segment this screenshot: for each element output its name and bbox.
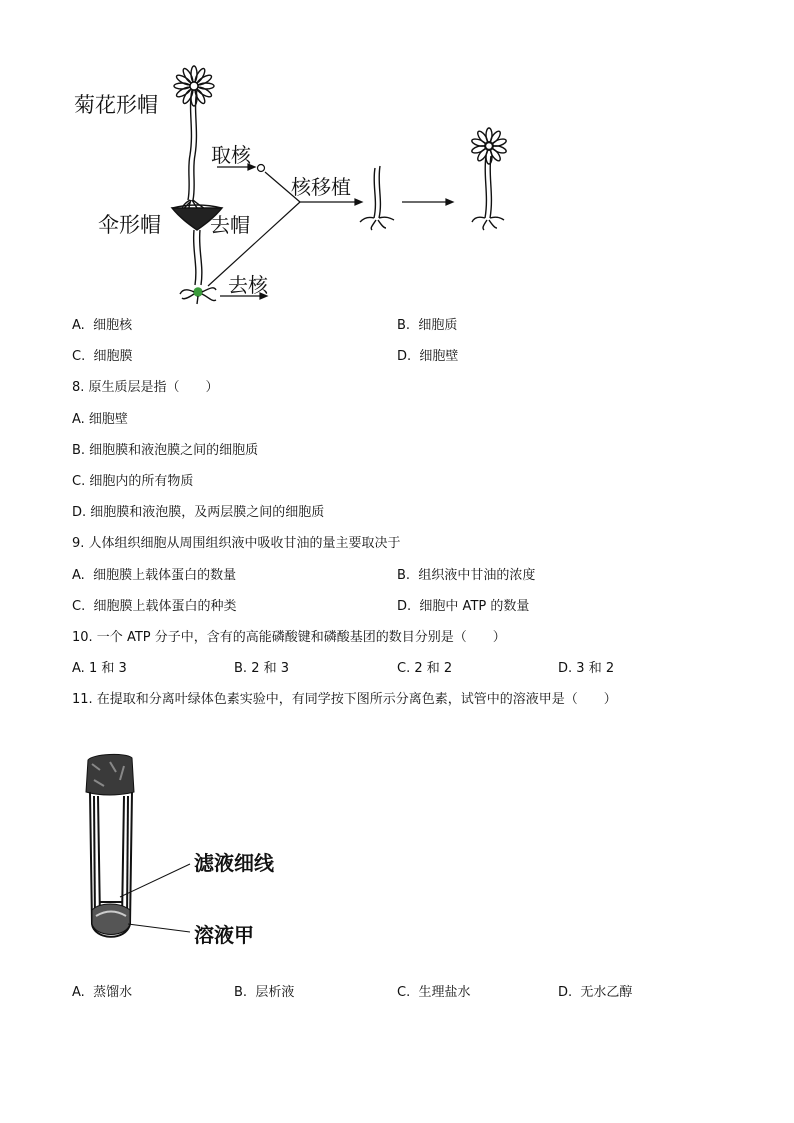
test-tube-figure <box>80 752 310 952</box>
q7-option-b <box>397 318 457 334</box>
q9-option-d <box>397 599 529 615</box>
option-text: 细胞中 ATP 的数量 <box>419 599 530 614</box>
option-letter: B. <box>234 661 248 676</box>
q9-stem: 9. 人体组织细胞从周围组织液中吸收甘油的量主要取决于 <box>72 536 401 551</box>
option-letter: B. <box>234 985 248 1000</box>
option-text: 2 和 3 <box>251 661 290 676</box>
label-take-nucleus: 取核 <box>211 143 251 167</box>
option-letter: A. <box>72 318 85 333</box>
label-remove-nucleus: 去核 <box>228 273 268 297</box>
option-letter: C. <box>397 661 411 676</box>
option-letter: D. <box>558 661 573 676</box>
q9-option-b <box>397 568 535 584</box>
option-letter: D. <box>558 985 573 1000</box>
option-letter: B. <box>397 318 411 333</box>
q11-stem: 11. 在提取和分离叶绿体色素实验中，有同学按下图所示分离色素，试管中的溶液甲是（ ） <box>72 692 617 707</box>
label-remove-cap: 去帽 <box>210 213 250 237</box>
q8-option-c: C. 细胞内的所有物质 <box>72 474 194 489</box>
label-solution: 溶液甲 <box>194 923 254 947</box>
capless-stalk <box>360 166 394 230</box>
q8-option-a: A. 细胞壁 <box>72 412 128 427</box>
q8-option-d: D. 细胞膜和液泡膜，及两层膜之间的细胞质 <box>72 505 325 520</box>
option-text: 组织液中甘油的浓度 <box>418 568 536 583</box>
option-text: 3 和 2 <box>576 661 615 676</box>
solution-liquid <box>92 904 130 935</box>
option-text: 1 和 3 <box>88 661 127 676</box>
option-text: 生理盐水 <box>418 985 471 1000</box>
q10-stem: 10. 一个 ATP 分子中，含有的高能磷酸键和磷酸基团的数目分别是（ ） <box>72 630 506 645</box>
q8-stem: 8. 原生质层是指（ ） <box>72 380 219 395</box>
option-text: 细胞膜上载体蛋白的种类 <box>93 599 237 614</box>
label-chrysanthemum-cap: 菊花形帽 <box>74 93 158 117</box>
q10-option-b <box>234 661 289 677</box>
option-text: 层析液 <box>255 985 295 1000</box>
option-letter: D. <box>397 599 412 614</box>
option-letter: A. <box>72 985 85 1000</box>
q11-option-d <box>558 985 632 1001</box>
q7-option-d <box>397 349 458 365</box>
q10-option-d <box>558 661 614 677</box>
q9-option-c <box>72 599 237 615</box>
q7-option-c <box>72 349 133 365</box>
result-arrow <box>402 199 453 205</box>
option-text: 2 和 2 <box>414 661 453 676</box>
q11-option-b <box>234 985 294 1001</box>
nuclear-transplant-figure <box>60 60 540 310</box>
option-text: 细胞壁 <box>419 349 459 364</box>
label-nuclear-transplant: 核移植 <box>291 175 351 199</box>
chrysanthemum-cap-alga <box>174 66 214 216</box>
option-text: 蒸馏水 <box>93 985 133 1000</box>
option-text: 细胞膜 <box>93 349 133 364</box>
option-letter: C. <box>72 599 86 614</box>
option-letter: C. <box>397 985 411 1000</box>
option-text: 细胞核 <box>93 318 133 333</box>
option-letter: A. <box>72 568 85 583</box>
q10-option-c <box>397 661 452 677</box>
result-chrysanthemum-alga <box>471 128 507 230</box>
option-letter: B. <box>397 568 411 583</box>
tube-stopper <box>86 754 134 795</box>
q8-option-b: B. 细胞膜和液泡膜之间的细胞质 <box>72 443 259 458</box>
q11-option-a <box>72 985 132 1001</box>
q11-option-c <box>397 985 471 1001</box>
option-letter: A. <box>72 661 85 676</box>
option-text: 细胞质 <box>418 318 458 333</box>
q9-option-a <box>72 568 236 584</box>
label-filter-line: 滤液细线 <box>194 851 274 875</box>
option-text: 细胞膜上载体蛋白的数量 <box>93 568 237 583</box>
option-letter: D. <box>397 349 412 364</box>
option-text: 无水乙醇 <box>580 985 633 1000</box>
option-letter: C. <box>72 349 86 364</box>
q10-option-a <box>72 661 127 677</box>
q7-option-a <box>72 318 132 334</box>
label-umbrella-cap: 伞形帽 <box>98 213 161 237</box>
